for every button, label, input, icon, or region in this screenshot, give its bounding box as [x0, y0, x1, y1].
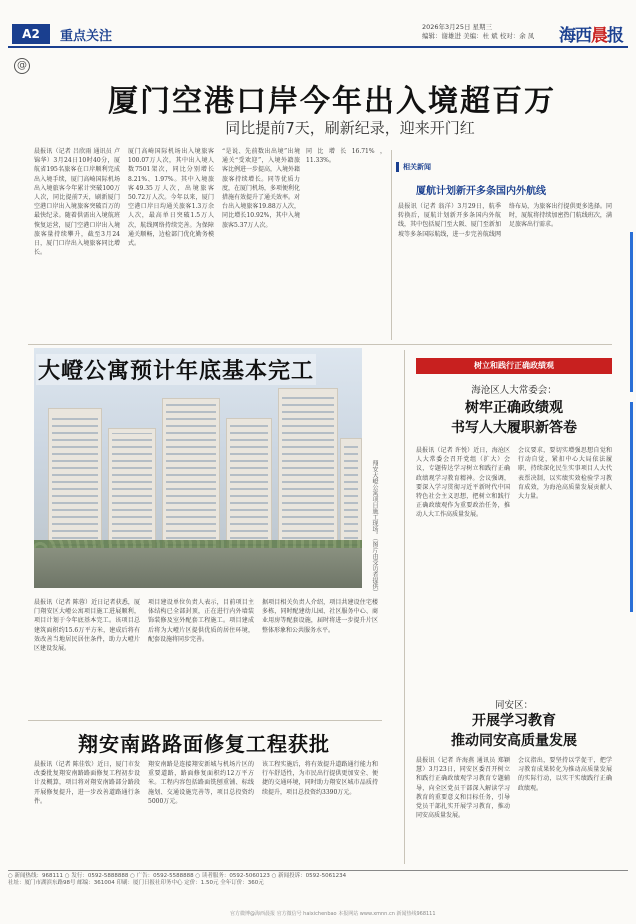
second-story-column-3: 该工程实施后，将有效提升道路通行能力和行车舒适性，为市民出行提供更加安全、便捷的交通环境，同时助力翔安区城市品质持续提升，项目总投资约3390万元。	[262, 761, 378, 796]
right-kicker: 海沧区人大常委会：	[471, 385, 557, 396]
related-news-title: 厦航计划新开多条国内外航线	[416, 186, 546, 197]
right-headline-line-2: 书写人大履职新答卷	[451, 420, 577, 436]
footer-line-2: 社址：厦门市湖滨东路98号 邮编：361004 印刷：厦门日报社印务中心 定价：1.50元 全年订价：360元	[8, 880, 264, 886]
ground-shape	[34, 548, 362, 588]
issue-date-text: 2026年3月25日 星期三	[422, 23, 493, 31]
building-shape	[108, 428, 156, 558]
lead-column-4: 同比增长16.71%，11.33%。	[306, 148, 386, 165]
lead-column-3: “是说、先前数出出境”出境通关“受欢迎”，入境外籍旅客比例进一步提高，入境外籍旅客持续增长。同等优质力度，在厦门机场，多项便利化措施有效提升了通关效率。对台出入境旅客19.88万人次，同比增长10.92%，其中入境旅客5.37万人次。	[222, 148, 300, 229]
logo-part-a: 海西	[559, 26, 591, 46]
section-title: 重点关注	[60, 29, 113, 44]
building-shape	[48, 408, 102, 558]
at-sign-icon: @	[14, 58, 30, 74]
related-news-tag: 相关新闻	[396, 162, 431, 172]
footer-line-1: ○ 新闻热线：968111 ○ 发行：0592-5888888 ○ 广告：0592-5588888 ○ 读者服务：0592-5060123 ○ 新闻投诉：0592-5061234	[8, 873, 347, 879]
building-shape	[162, 398, 220, 558]
right-headline-2-line-1: 开展学习教育	[472, 713, 556, 729]
second-headline: 翔安南路路面修复工程获批	[78, 732, 330, 756]
lead-column-1: 晨报讯（记者 吕欣雨 通讯员 卢锦华）3月24日10时40分，厦航省195名旅客在口岸顺利完成出入境手续，厦门高崎国际机场出入境旅客今年累计突破100万人次，同比提前7天，刷新厦门空港口岸出入境旅客突破百万的最快纪录。随着供需出入境航班恢复运营，厦门空港口岸出入境旅客量持续攀升，截至3月24日，厦门口岸出入境旅客同比增长。	[34, 148, 120, 257]
side-accent-bar	[630, 402, 633, 612]
column-divider	[404, 350, 405, 864]
logo-part-c: 报	[607, 26, 623, 46]
newspaper-logo	[559, 21, 623, 46]
topic-banner: 树立和践行正确政绩观	[416, 358, 612, 374]
right-headline-2-line-2: 推动同安高质量发展	[451, 733, 577, 749]
lead-column-2: 厦门高崎国际机场出入境旅客100.07万人次，其中出入境人数7501架次，同比分别增长8.21%、1.97%。其中入境旅客49.35万人次，出境旅客50.72万人次。今年以来，厦门空港口岸日均通关旅客1.3万余人次，最高单日突破1.5万人次，航线网络持续完善。为保障通关顺畅，边检部门优化勤务模式。	[128, 148, 214, 248]
right-headline	[416, 398, 612, 438]
photo-headline: 大嶝公寓预计年底基本完工	[36, 354, 316, 385]
photo-story-column-3: 据项目相关负责人介绍，项目共建设住宅楼多栋，同时配建幼儿园、社区服务中心、商业用房等配套设施，届时将进一步提升片区整体形象和公共服务水平。	[262, 599, 378, 634]
right-story-column-3: 晨报讯（记者 许海燕 通讯员 郑颖慧）3月23日，同安区委召开树立和践行正确政绩观学习教育专题辅导，向全区党员干部深入解读学习教育的重要意义和目标任务，引导党员干部扎实开展学习教育，推动同安高质量发展。	[416, 757, 510, 820]
right-story-column-2: 会议要求，要切实增强思想自觉和行动自觉，紧扣中心大局依法履职，持续深化民生实事项目人大代表票决制，以实绩实效检验学习教育成效，为海沧高质量发展贡献人大力量。	[518, 447, 612, 501]
right-headline-line-1: 树牢正确政绩观	[465, 400, 563, 416]
right-headline-2	[416, 711, 612, 751]
lead-headline: 厦门空港口岸今年出入境超百万	[108, 84, 556, 119]
section-divider	[28, 344, 612, 345]
building-shape	[278, 388, 338, 558]
photo-story-column-1: 晨报讯（记者 陈蓉）近日记者获悉，厦门翔安区大嶝公寓项目施工进展顺利，项目计划于今年底基本完工。该项目总建筑面积约15.6万平方米，建成后将有效改善当地居民居住条件，助力大嶝片区建设发展。	[34, 599, 140, 653]
page-number: A2	[12, 24, 50, 44]
related-news-body: 晨报讯（记者 翁洋）3月29日，航季转换后，厦航计划新开多条国内外航线，其中包括厦门至大阪、厦门至新加坡等多条国际航线，进一步完善航线网络布局，为旅客出行提供更多选择。同时，厦航将持续加密热门航线班次，满足旅客出行需求。	[398, 203, 612, 238]
logo-part-b: 晨	[591, 26, 607, 46]
lead-subhead: 同比提前7天，刷新纪录，迎来开门红	[225, 119, 475, 137]
issue-editors: 编辑：谢雄进 美编：杜 斌 校对：余 凤	[422, 32, 535, 40]
right-kicker-2: 同安区：	[494, 700, 533, 711]
photo-caption: 翔安大嶝公寓项目施工现场。（图片由受访者提供）	[371, 460, 378, 595]
second-story-column-2: 翔安南路是连接翔安新城与机场片区的重要道路，路面修复面积约12万平方米。工程内容包括路面铣刨重铺、标线施划、交通设施完善等，项目总投资约5000万元。	[148, 761, 254, 805]
masthead	[8, 20, 628, 48]
bottom-note: 官方微博@海西晨报 官方微信号 haixichenbao 本报网站 www.xmnn.cn 新闻热线968111	[230, 911, 436, 917]
second-story-column-1: 晨报讯（记者 陈佳钦）近日，厦门市发改委批复翔安南路路面修复工程初步设计及概算，项目将对翔安南路部分路段开展修复提升，进一步改善道路通行条件。	[34, 761, 140, 805]
photo-story-column-2: 项目建设单位负责人表示，目前项目主体结构已全部封顶，正在进行内外墙装饰装修及室外配套工程施工。项目建成后将为大嶝片区提供优质的居住环境，配套设施将同步完善。	[148, 599, 254, 643]
page-footer	[8, 870, 628, 900]
column-divider	[391, 150, 392, 340]
issue-date	[422, 23, 552, 41]
section-divider	[28, 720, 382, 721]
right-story-column-1: 晨报讯（记者 许悦）近日，海沧区人大常委会召开党组（扩大）会议，专题传达学习树立和践行正确政绩观学习教育精神。会议强调，要深入学习贯彻习近平新时代中国特色社会主义思想，把树立和践行正确政绩观作为重要政治任务，推动人大工作高质量发展。	[416, 447, 510, 519]
building-shape	[226, 418, 272, 558]
side-accent-bar	[630, 232, 633, 392]
right-story-column-4: 会议指出，要坚持以学促干，把学习教育成果转化为推动高质量发展的实际行动，以实干实绩践行正确政绩观。	[518, 757, 612, 792]
